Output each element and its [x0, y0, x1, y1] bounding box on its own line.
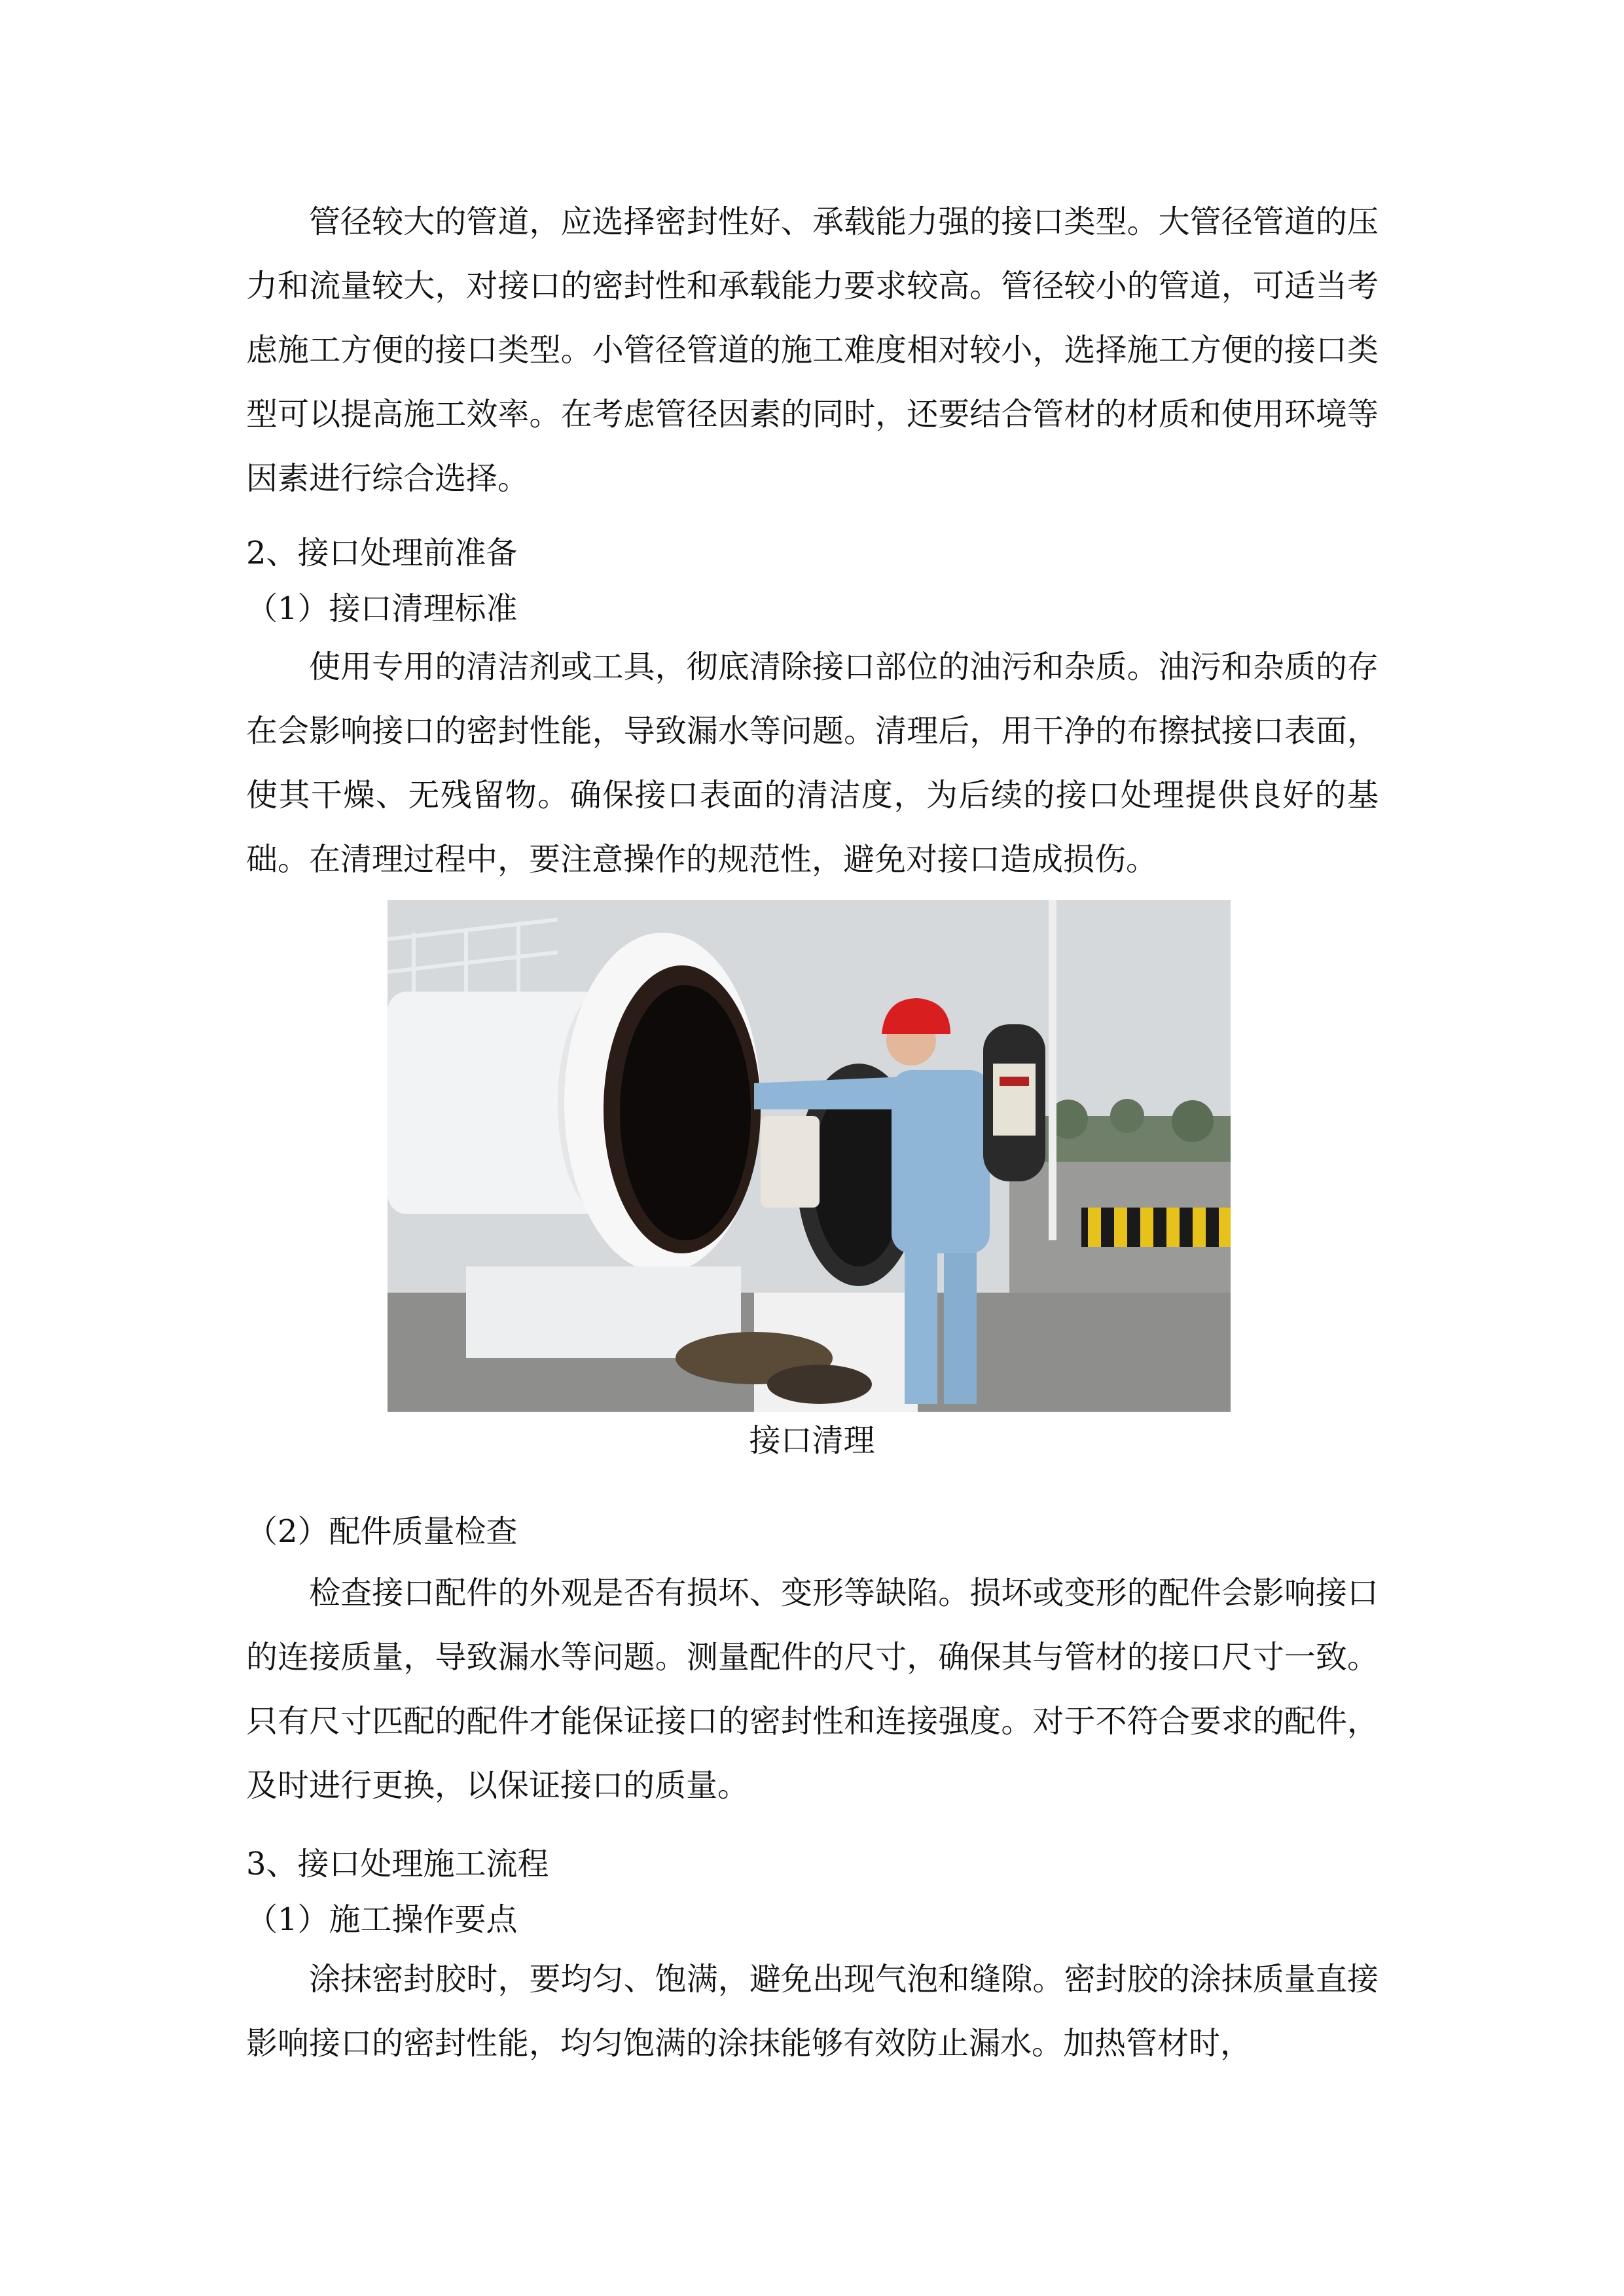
subsection-heading-2-2: （2）配件质量检查 — [246, 1513, 518, 1550]
paragraph-interface-cleaning: 使用专用的清洁剂或工具，彻底清除接口部位的油污和杂质。油污和杂质的存在会影响接口的密封性能，导致漏水等问题。清理后，用干净的布擦拭接口表面，使其干燥、无残留物。确保接口表面的清洁度，为后续的接口处理提供良好的基础。在清理过程中，要注意操作的规范性，避免对接口造成损伤。 — [246, 649, 1379, 878]
subsection-heading-2-1: （1）接口清理标准 — [246, 590, 518, 627]
photo-illustration — [388, 900, 1231, 1412]
figure-interface-cleaning-photo — [388, 900, 1231, 1412]
section-heading-3: 3、接口处理施工流程 — [246, 1846, 549, 1882]
paragraph-fitting-inspection: 检查接口配件的外观是否有损坏、变形等缺陷。损坏或变形的配件会影响接口的连接质量，导致漏水等问题。测量配件的尺寸，确保其与管材的接口尺寸一致。只有尺寸匹配的配件才能保证接口的密封性和连接强度。对于不符合要求的配件，及时进行更换，以保证接口的质量。 — [246, 1575, 1379, 1804]
paragraph-pipe-diameter: 管径较大的管道，应选择密封性好、承载能力强的接口类型。大管径管道的压力和流量较大，对接口的密封性和承载能力要求较高。管径较小的管道，可适当考虑施工方便的接口类型。小管径管道的施工难度相对较小，选择施工方便的接口类型可以提高施工效率。在考虑管径因素的同时，还要结合管材的材质和使用环境等因素进行综合选择。 — [246, 204, 1379, 497]
figure-caption: 接口清理 — [749, 1422, 875, 1459]
paragraph-operation-points: 涂抹密封胶时，要均匀、饱满，避免出现气泡和缝隙。密封胶的涂抹质量直接影响接口的密封性能，均匀饱满的涂抹能够有效防止漏水。加热管材时， — [246, 1961, 1379, 2062]
section-heading-2: 2、接口处理前准备 — [246, 535, 518, 571]
subsection-heading-3-1: （1）施工操作要点 — [246, 1901, 518, 1938]
